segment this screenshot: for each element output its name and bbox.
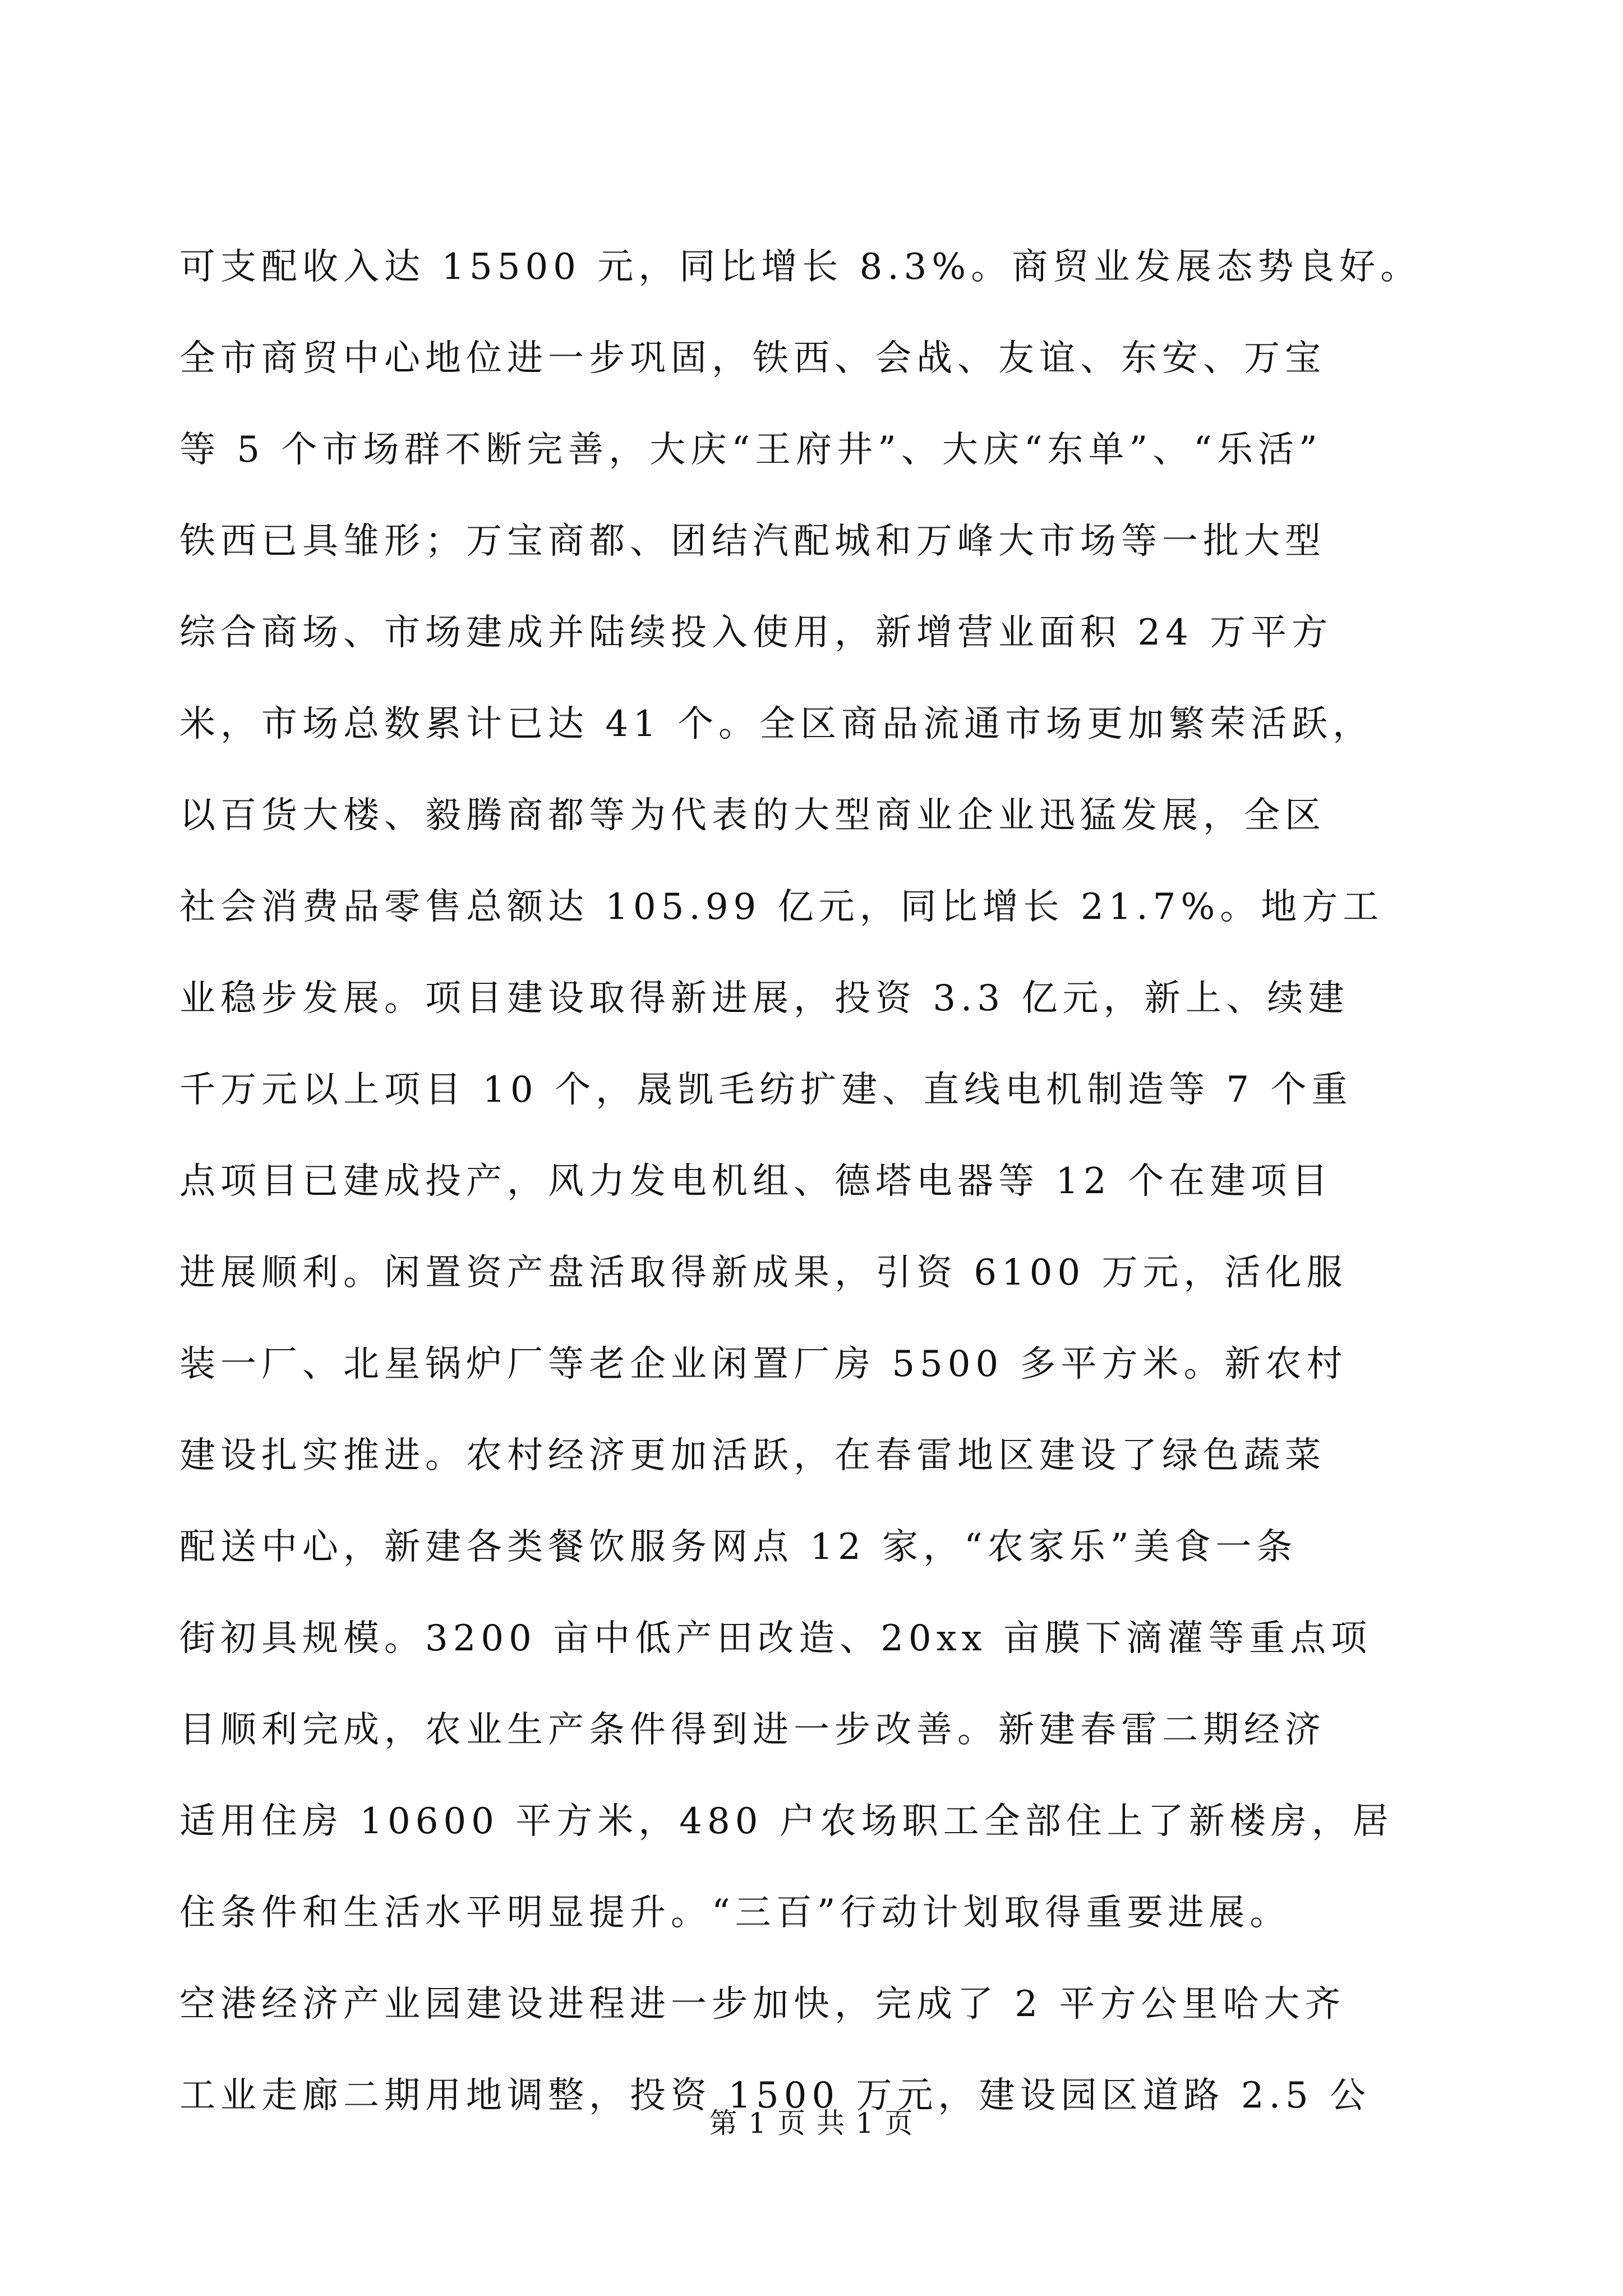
- text-line: 社会消费品零售总额达 105.99 亿元，同比增长 21.7%。地方工: [179, 886, 1384, 928]
- text-line: 适用住房 10600 平方米，480 户农场职工全部住上了新楼房，居: [179, 1801, 1394, 1842]
- text-line: 点项目已建成投产，风力发电机组、德塔电器等 12 个在建项目: [179, 1161, 1333, 1202]
- body-text: [179, 222, 1464, 2142]
- text-line: 以百货大楼、毅腾商都等为代表的大型商业企业迅猛发展，全区: [179, 795, 1326, 836]
- text-line: 工业走廊二期用地调整，投资 1500 万元，建设园区道路 2.5 公: [179, 2075, 1371, 2116]
- text-line: 米，市场总数累计已达 41 个。全区商品流通市场更加繁荣活跃，: [179, 703, 1374, 745]
- text-line: 等 5 个市场群不断完善，大庆“王府井”、大庆“东单”、“乐活”: [179, 429, 1322, 471]
- text-line: 全市商贸中心地位进一步巩固，铁西、会战、友谊、东安、万宝: [179, 338, 1326, 379]
- text-line: 可支配收入达 15500 元，同比增长 8.3%。商贸业发展态势良好。: [179, 246, 1422, 288]
- text-line: 街初具规模。3200 亩中低产田改造、20xx 亩膜下滴灌等重点项: [179, 1618, 1372, 1659]
- page-footer: 第 1 页 共 1 页: [709, 2107, 914, 2139]
- text-line: 空港经济产业园建设进程进一步加快，完成了 2 平方公里哈大齐: [179, 1984, 1346, 2025]
- text-line: 装一厂、北星锅炉厂等老企业闲置厂房 5500 多平方米。新农村: [179, 1343, 1348, 1385]
- text-line: 住条件和生活水平明显提升。“三百”行动计划取得重要进展。: [179, 1892, 1291, 1934]
- text-line: 千万元以上项目 10 个，晟凯毛纺扩建、直线电机制造等 7 个重: [179, 1069, 1353, 1111]
- text-line: 业稳步发展。项目建设取得新进展，投资 3.3 亿元，新上、续建: [179, 978, 1349, 1019]
- text-line: 综合商场、市场建成并陆续投入使用，新增营业面积 24 万平方: [179, 612, 1333, 654]
- text-line: 配送中心，新建各类餐饮服务网点 12 家，“农家乐”美食一条: [179, 1526, 1298, 1568]
- text-line: 建设扎实推进。农村经济更加活跃，在春雷地区建设了绿色蔬菜: [179, 1435, 1326, 1476]
- text-line: 目顺利完成，农业生产条件得到进一步改善。新建春雷二期经济: [179, 1709, 1326, 1751]
- text-line: 铁西已具雏形；万宝商都、团结汽配城和万峰大市场等一批大型: [179, 521, 1326, 562]
- text-line: 进展顺利。闲置资产盘活取得新成果，引资 6100 万元，活化服: [179, 1252, 1348, 1294]
